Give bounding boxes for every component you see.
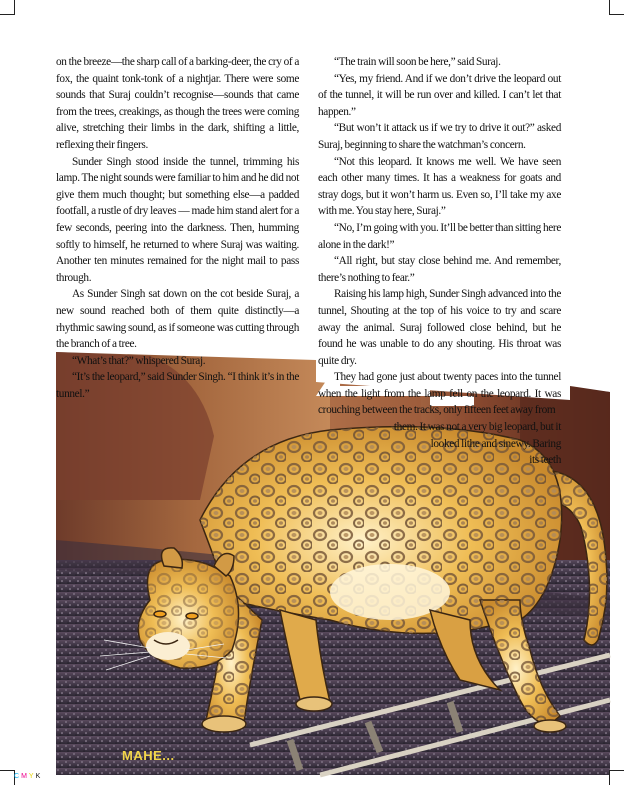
paragraph: “Not this leopard. It knows me well. We have seen each other many times. It has a weakness for goats and stray dogs, but it won’t harm us. Even so, I’ll take my axe with me. You stay here, Suraj.” (318, 155, 561, 218)
paragraph: “What’s that?” whispered Suraj. (72, 354, 206, 367)
paragraph: Sunder Singh stood inside the tunnel, trimming his lamp. The night sounds were familiar to him and he did not give them much thought; but something else—a padded footfall, a rustle of dry leaves — made him stand alert for a few seconds, peering into the darkness. Then, humming softly to himself, he returned to where Suraj was waiting. Another ten minutes remained for the night mail to pass through. (56, 155, 299, 284)
cmyk-cyan: C (14, 773, 21, 780)
paragraph-continuation: them. It was not a very big leopard, but it (393, 421, 561, 434)
crop-mark-bottom-right (609, 770, 624, 785)
paragraph: “No, I’m going with you. It’ll be better than sitting here alone in the dark!” (318, 221, 561, 251)
paragraph: Raising his lamp high, Sunder Singh advanced into the tunnel, Shouting at the top of his voice to try and scare away the animal. Suraj followed close behind, but he found he was unable to do any shouting. His throat was quite dry. (318, 288, 561, 367)
cmyk-yellow: Y (28, 773, 35, 780)
crop-mark-bottom-left (0, 770, 15, 785)
paragraph: “All right, but stay close behind me. And remember, there’s nothing to fear.” (318, 255, 561, 284)
cmyk-key: K (35, 773, 42, 780)
right-text-column (318, 54, 561, 469)
paragraph: “But won’t it attack us if we try to drive it out?” asked Suraj, beginning to share the watchman’s concern. (318, 122, 561, 151)
paragraph: on the breeze—the sharp call of a barking-deer, the cry of a fox, the quaint tonk-tonk of a nightjar. There were some sounds that Suraj couldn’t recognise—sounds that came from the trees, creakings, as though the trees were coming alive, stretching their limbs in the dark, shifting a little, reflexing their fingers. (56, 56, 299, 151)
paragraph: “Yes, my friend. And if we don’t drive the leopard out of the tunnel, it will be run over and killed. I can’t let that happen.” (318, 72, 561, 118)
left-text-column (56, 54, 299, 402)
crop-mark-top-right (609, 0, 624, 15)
cmyk-magenta: M (21, 773, 28, 780)
paragraph: “The train will soon be here,” said Suraj. (334, 56, 501, 68)
paragraph-continuation: looked lithe and sinewy. Baring its teeth (430, 437, 561, 467)
cmyk-print-marks (14, 773, 42, 780)
paragraph: As Sunder Singh sat down on the cot beside Suraj, a new sound reached both of them quite distinctly—a rhythmic sawing sound, as if someone was cutting through the branch of a tree. (56, 288, 299, 351)
paragraph: They had gone just about twenty paces into the tunnel when the light from the lamp fell on the leopard. It was crouching between the tracks, only fifteen feet away from (318, 371, 561, 417)
illustrator-signature: MAHE... (122, 748, 175, 763)
paragraph: “It’s the leopard,” said Sunder Singh. “I think it’s in the tunnel.” (56, 371, 299, 400)
crop-mark-top-left (0, 0, 15, 15)
